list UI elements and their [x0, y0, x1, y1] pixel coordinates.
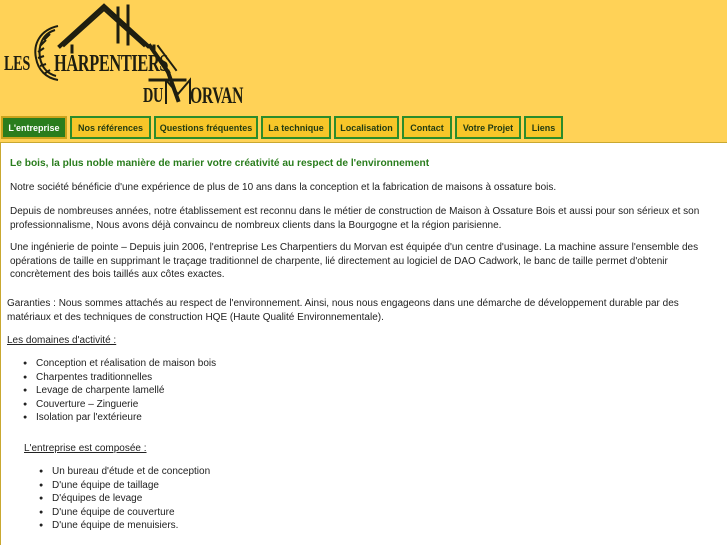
header	[0, 0, 727, 115]
engineering-paragraph: Une ingénierie de pointe – Depuis juin 2006, l'entreprise Les Charpentiers du Morvan est équipée d'un centre d'usinage. La machine assure l'ensemble des opérations de taille en supprimant le traçage traditionnel de charpente, lié directement au logiciel de DAO Cadwork, le banc de taille permet d'obtenir concrètement des bois taillés aux côtes exactes.	[10, 242, 699, 281]
list-item: ● Un bureau d'étude et de conception	[39, 465, 210, 479]
logo-text-les: LES	[4, 51, 30, 75]
company-logo[interactable]	[0, 0, 250, 110]
main-navigation	[0, 116, 727, 140]
guarantees-paragraph: Garanties : Nous sommes attachés au respect de l'environnement. Ainsi, nous nous engageons dans une démarche de développement durable par des matériaux et des techniques de construction HQE (Haute Qualité Environnementale).	[7, 298, 679, 323]
logo-letter-m	[164, 74, 185, 112]
page-headline: Le bois, la plus noble manière de marier votre créativité au respect de l'environnement	[10, 158, 430, 169]
nav-item-localisation[interactable]: Localisation	[334, 116, 399, 139]
company-title: L'entreprise est composée :	[24, 443, 147, 454]
list-item: ● Levage de charpente lamellé	[23, 384, 216, 398]
main-content	[0, 142, 727, 545]
nav-item-votre-projet[interactable]: Votre Projet	[455, 116, 521, 139]
list-item: ● D'équipes de levage	[39, 492, 210, 506]
intro-paragraph: Notre société bénéficie d'une expérience de plus de 10 ans dans la conception et la fabrication de maisons à ossature bois.	[10, 182, 557, 193]
list-item: ● Couverture – Zinguerie	[23, 398, 216, 412]
nav-item-faq[interactable]: Questions fréquentes	[154, 116, 258, 139]
nav-item-liens[interactable]: Liens	[524, 116, 563, 139]
list-item: ● D'une équipe de taillage	[39, 479, 210, 493]
reputation-paragraph: Depuis de nombreuses années, notre établissement est reconnu dans le métier de construction de Maison à Ossature Bois et aussi pour son sérieux et son professionnalisme, Nous avons déjà convaincu de nombreux clients dans la Bourgogne et la région parisienne.	[10, 206, 700, 231]
logo-text-charpentiers: HARPENTIERS	[54, 51, 169, 77]
list-item: ● Isolation par l'extérieure	[23, 411, 216, 425]
list-item: ● D'une équipe de couverture	[39, 506, 210, 520]
list-item: ● Charpentes traditionnelles	[23, 371, 216, 385]
logo-text-orvan: ORVAN	[190, 83, 244, 108]
list-item: ● D'une équipe de menuisiers.	[39, 519, 210, 533]
domains-title: Les domaines d'activité :	[7, 335, 117, 346]
nav-item-contact[interactable]: Contact	[402, 116, 452, 139]
list-item: ● Conception et réalisation de maison bois	[23, 357, 216, 371]
nav-item-references[interactable]: Nos références	[70, 116, 151, 139]
company-list	[39, 465, 210, 533]
nav-item-entreprise[interactable]: L'entreprise	[1, 116, 67, 139]
logo-text-du: DU	[143, 83, 163, 107]
nav-item-technique[interactable]: La technique	[261, 116, 331, 139]
logo-letter-c	[28, 40, 46, 84]
domains-list	[23, 357, 216, 425]
